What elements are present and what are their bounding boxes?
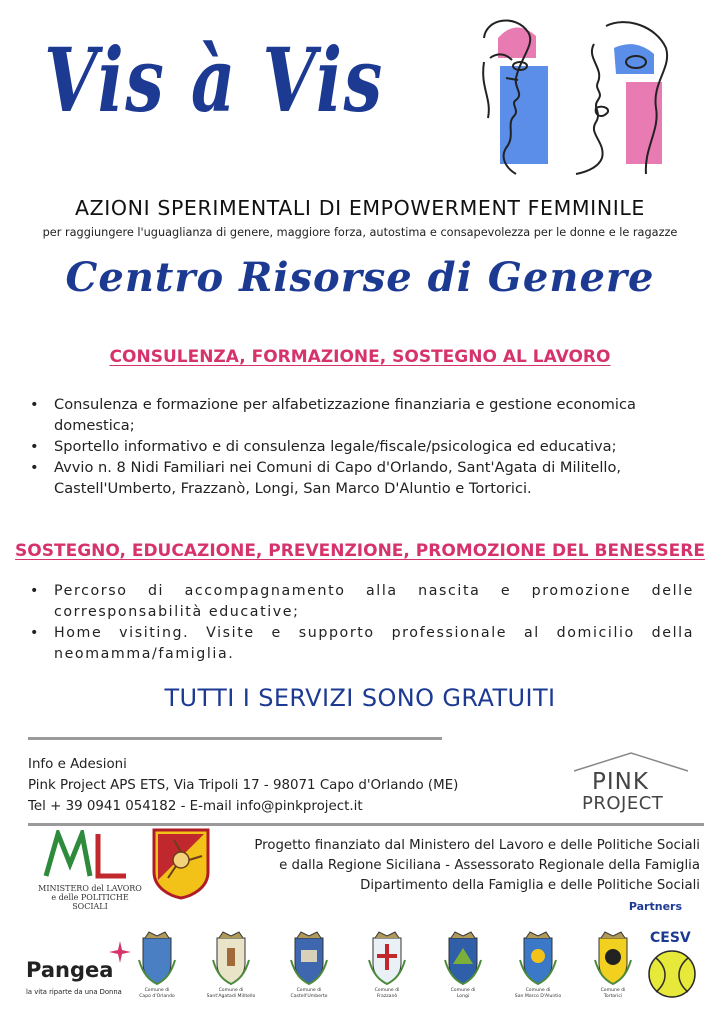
crest-label-sant-agata: Comune di Sant'Agatadi Militello bbox=[206, 988, 256, 999]
section-heading-work: CONSULENZA, FORMAZIONE, SOSTEGNO AL LAVORO bbox=[109, 347, 611, 367]
crest-label-castell-umberto: Comune di Castell'Umberto bbox=[290, 988, 328, 999]
crest-label-tortorici: Comune di Tortorici bbox=[600, 988, 626, 999]
work-services-list bbox=[28, 394, 694, 499]
list-item: • Home visiting. Visite e supporto professionale al domicilio della neomamma/famiglia. bbox=[28, 623, 694, 665]
crest-label-frazzano: Comune di Frazzanò bbox=[374, 988, 400, 999]
ml-monogram-icon bbox=[40, 830, 130, 880]
tennis-ball-icon bbox=[646, 946, 698, 1000]
tagline: per raggiungere l'uguaglianza di genere, maggiore forza, autostima e consapevolezza per le donne e le ragazze bbox=[42, 226, 678, 239]
section-heading-wellbeing: SOSTEGNO, EDUCAZIONE, PREVENZIONE, PROMOZIONE DEL BENESSERE bbox=[15, 541, 705, 561]
tortorici-crest-icon bbox=[593, 930, 633, 986]
ministero-lavoro-logo bbox=[28, 830, 146, 910]
cesv-logo bbox=[642, 930, 702, 1002]
list-item: • Consulenza e formazione per alfabetizzazione finanziaria e gestione economica domestica; bbox=[28, 394, 694, 436]
crest-label-capo-d-orlando: Comune di Capo d'Orlando bbox=[139, 988, 175, 999]
list-item: • Percorso di accompagnamento alla nascita e promozione delle corresponsabilità educative; bbox=[28, 581, 694, 623]
crest-label-san-marco: Comune di San Marco D'Aluntio bbox=[514, 988, 562, 999]
san-marco-crest-icon bbox=[518, 930, 558, 986]
ministero-caption: MINISTERO del LAVORO e delle POLITICHE SOCIALI bbox=[38, 884, 142, 911]
centro-heading: Centro Risorse di Genere bbox=[65, 254, 655, 301]
contact-block bbox=[28, 754, 458, 817]
contact-address: Pink Project APS ETS, Via Tripoli 17 - 98071 Capo d'Orlando (ME) bbox=[28, 778, 459, 793]
free-services-banner: TUTTI I SERVIZI SONO GRATUITI bbox=[164, 684, 556, 712]
list-item: • Sportello informativo e di consulenza legale/fiscale/psicologica ed educativa; bbox=[28, 436, 694, 457]
pangea-tagline: la vita riparte da una Donna bbox=[26, 988, 122, 996]
divider bbox=[28, 737, 442, 740]
main-title: Vis à Vis bbox=[44, 28, 384, 132]
sant-agata-crest-icon bbox=[211, 930, 251, 986]
line-art-faces-illustration bbox=[476, 18, 676, 178]
subtitle: AZIONI SPERIMENTALI DI EMPOWERMENT FEMMINILE bbox=[75, 196, 645, 220]
capo-d-orlando-crest-icon bbox=[137, 930, 177, 986]
funding-statement: Progetto finanziato dal Ministero del Lavoro e delle Politiche Sociali e dalla Regione Siciliana - Assessorato Regionale della Famiglia Dipartimento della Famiglia e delle Politiche Sociali bbox=[254, 838, 700, 893]
pink-project-word-1: PINK bbox=[592, 769, 649, 795]
longi-crest-icon bbox=[443, 930, 483, 986]
contact-title: Info e Adesioni bbox=[28, 757, 127, 772]
wellbeing-services-list bbox=[28, 581, 694, 665]
divider bbox=[28, 823, 704, 826]
crest-label-longi: Comune di Longi bbox=[450, 988, 476, 999]
partners-label: Partners bbox=[628, 900, 682, 913]
list-item: • Avvio n. 8 Nidi Familiari nei Comuni di Capo d'Orlando, Sant'Agata di Militello, Castell'Umberto, Frazzanò, Longi, San Marco D'Aluntio e Tortorici. bbox=[28, 457, 694, 499]
pink-project-word-2: PROJECT bbox=[582, 793, 664, 814]
pink-project-logo bbox=[572, 751, 690, 815]
pangea-logo bbox=[26, 940, 136, 1000]
cesv-label: CESV bbox=[650, 930, 691, 946]
castell-umberto-crest-icon bbox=[289, 930, 329, 986]
pangea-name: Pangea bbox=[26, 958, 114, 982]
frazzano-crest-icon bbox=[367, 930, 407, 986]
contact-phone-email[interactable]: Tel + 39 0941 054182 - E-mail info@pinkproject.it bbox=[28, 799, 363, 814]
